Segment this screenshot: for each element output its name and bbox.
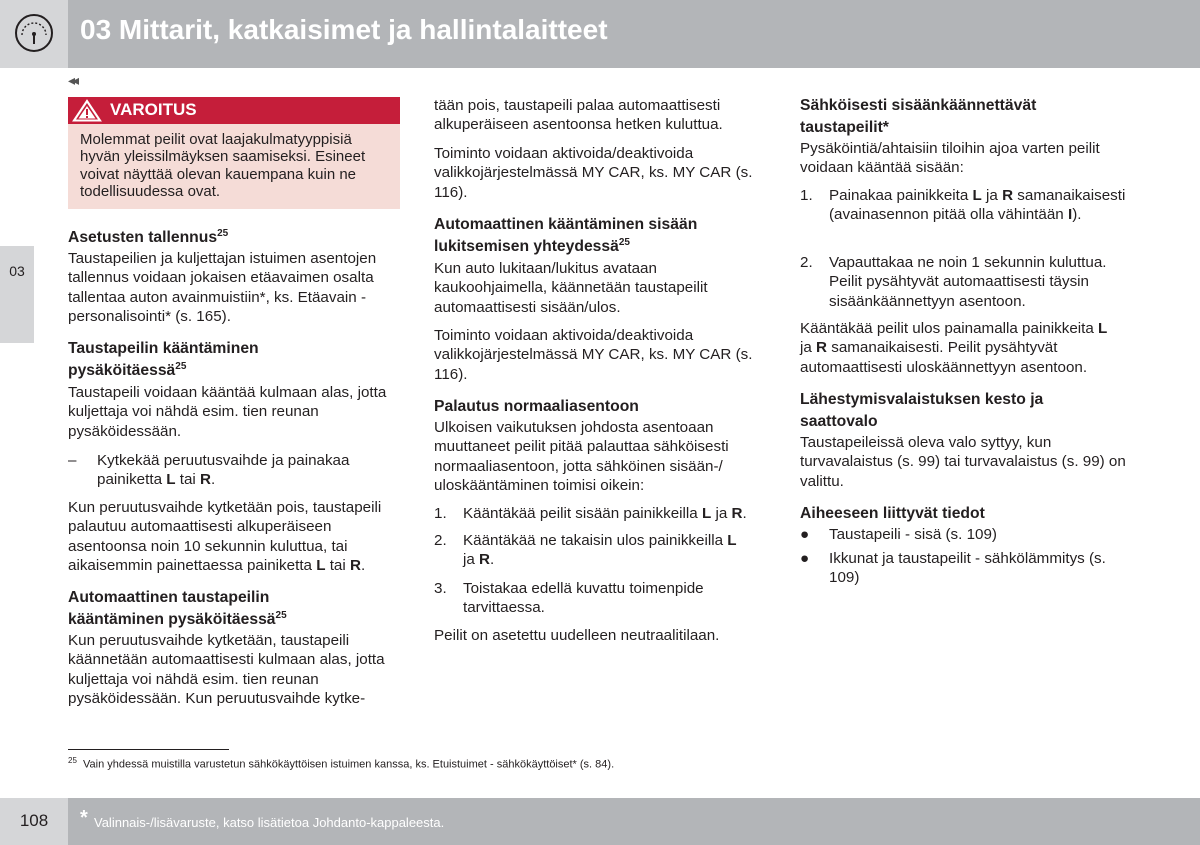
- section-heading: Lähestymisvalaistuksen kesto ja saattovalo: [800, 391, 1044, 430]
- page-footer: [0, 798, 1200, 845]
- footnote-divider: [68, 749, 229, 750]
- section-body: Taustapeileissä oleva valo syttyy, kun turvavalaistus (s. 99) tai turvavalaistus (s. 99) on valittu.: [800, 434, 1126, 490]
- section-body: Taustapeili voidaan kääntää kulmaan alas, jotta kuljettaja voi nähdä esim. tien reunan pysäköidessään.: [68, 384, 387, 440]
- section-body: Kun peruutusvaihde kytketään pois, taustapeili palautuu automaattisesti alkuperäiseen asentoonsa noin 10 sekunnin kuluttua, tai aikaisemmin painettaessa painiketta L tai R.: [68, 499, 382, 575]
- bullet-icon: ●: [800, 550, 810, 567]
- chapter-title: 03 Mittarit, katkaisimet ja hallintalaitteet: [80, 14, 608, 45]
- section-heading: Automaattinen kääntäminen sisään lukitsemisen yhteydessä$^{25}$: [434, 216, 698, 255]
- page-number-box: [0, 798, 68, 845]
- section-heading: Aiheeseen liittyvät tiedot: [800, 505, 985, 522]
- section-body: Kun peruutusvaihde kytketään, taustapeili käännetään automaattisesti kulmaan alas, jotta kuljettaja voi nähdä esim. tien reunan pysäköidessään. Kun peruutusvaihde kytke-: [68, 632, 385, 708]
- page-number: 108: [19, 811, 49, 830]
- footnote: $^{25}$ Vain yhdessä muistilla varustetun sähkökäyttöisen istuimen kanssa, ks. Etuistuimet - sähkökäyttöiset* (s. 84).: [68, 756, 615, 771]
- chapter-side-tab[interactable]: [0, 246, 34, 343]
- section-body: Pysäköintiä/ahtaisiin tiloihin ajoa varten peilit voidaan kääntää sisään:: [800, 140, 1100, 177]
- footer-note: Valinnais-/lisävaruste, katso lisätietoa Johdanto-kappaleesta.: [94, 815, 445, 830]
- back-arrows-icon[interactable]: ◂◂: [68, 72, 77, 88]
- warning-text: Molemmat peilit ovat laajakulmatyyppisiä hyvän yleissilmäyksen saamiseksi. Esineet voivat näyttää olevan kauempana kuin ne todellisuudessa ovat.: [80, 131, 366, 201]
- section-body: Peilit on asetettu uudelleen neutraalitilaan.: [434, 627, 720, 644]
- section-body: Toiminto voidaan aktivoida/deaktivoida valikkojärjestelmässä MY CAR, ks. MY CAR (s. 116).: [434, 327, 753, 383]
- section-heading: Sähköisesti sisäänkäännettävät taustapeilit*: [800, 97, 1037, 136]
- optional-star-icon: *: [80, 807, 88, 829]
- section-heading: Automaattinen taustapeilin kääntäminen pysäköitäessä$^{25}$: [68, 589, 287, 628]
- page-header: [0, 0, 1200, 68]
- section-heading: Palautus normaaliasentoon: [434, 398, 639, 415]
- section-body: Ulkoisen vaikutuksen johdosta asentoaan muuttaneet peilit pitää palauttaa sähköisesti normaaliasentoon, jotta sähköinen sisään-/ uloskääntäminen toimisi oikein:: [434, 419, 729, 495]
- bullet-icon: ●: [800, 526, 810, 543]
- footer-bar: [68, 798, 1200, 845]
- warning-triangle-icon: [72, 99, 102, 122]
- section-body: Taustapeilien ja kuljettajan istuimen asentojen tallennus voidaan jokaisen etäavaimen osalta tallentaa auton avainmuistiin*, ks. Etäavain - personalisointi* (s. 165).: [68, 250, 377, 326]
- section-body: Toiminto voidaan aktivoida/deaktivoida valikkojärjestelmässä MY CAR, ks. MY CAR (s. 116).: [434, 145, 753, 201]
- section-heading: Asetusten tallennus$^{25}$: [68, 227, 229, 246]
- section-body: Kun auto lukitaan/lukitus avataan kaukoohjaimella, käännetään taustapeilit automaattisesti sisään/ulos.: [434, 260, 708, 316]
- section-heading: Taustapeilin kääntäminen pysäköitäessä$^{25}$: [68, 340, 259, 379]
- gauge-icon: [14, 13, 54, 53]
- section-body: tään pois, taustapeili palaa automaattisesti alkuperäiseen asentoonsa hetken kuluttua.: [434, 97, 723, 134]
- section-body: Kääntäkää peilit ulos painamalla painikkeita L ja R samanaikaisesti. Peilit pysähtyvät automaattisesti uloskäännettyyn asentoon.: [800, 320, 1108, 376]
- chapter-side-tab-label: 03: [9, 263, 25, 279]
- warning-box: [68, 97, 400, 209]
- warning-header: [68, 97, 400, 124]
- warning-title: VAROITUS: [110, 100, 197, 119]
- chapter-icon-box: [0, 0, 68, 68]
